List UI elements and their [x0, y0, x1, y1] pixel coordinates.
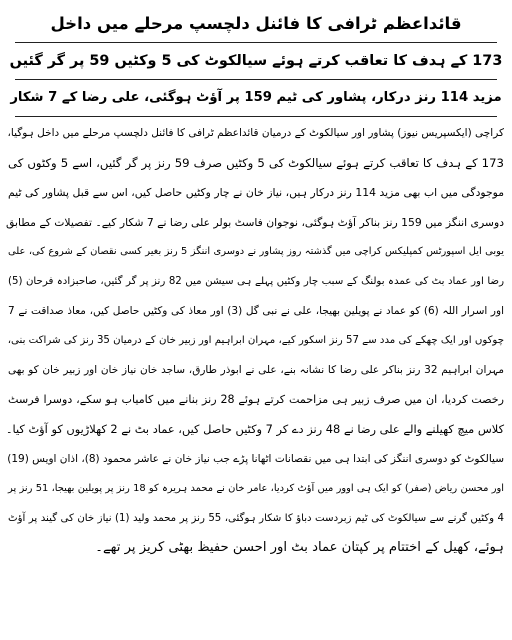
body-line: دوسری اننگز میں 159 رنز بناکر آؤٹ ہوگئی، نوجوان فاسٹ بولر علی رضا نے 7 شکار کیے۔ تفصیلات کے مطابق: [6, 215, 504, 229]
body-line: یوبی ایل اسپورٹس کمپلیکس کراچی میں گذشتہ روز پشاور نے دوسری اننگز 5 رنز بغیر کسی نقصان کے شروع کی، علی: [8, 246, 504, 258]
headline-block: [6, 6, 506, 117]
subheadline-divider-3: [15, 116, 497, 117]
body-line: ہوئے، کھیل کے اختتام پر کپتان عماد بٹ اور احسن حفیظ بھٹی کریز پر تھے۔: [95, 540, 504, 556]
body-line: 4 وکٹیں گرنے سے سیالکوٹ کی ٹیم زبردست دباؤ کا شکار ہوگئی، 55 رنز پر محمد ولید (1) نیاز خان کی گیند پر آؤٹ: [8, 512, 504, 524]
body-line: کلاس میچ کھیلنے والے علی رضا نے 48 رنز دے کر 7 وکٹیں حاصل کیں، عماد بٹ نے 2 کھلاڑیوں کو آؤٹ کیا۔: [5, 421, 504, 436]
body-line: سیالکوٹ کو دوسری اننگز کی ابتدا ہی میں نقصانات اٹھانا پڑے جب نیاز خان نے عاشر محمود (8)، اذان اویس (19): [7, 452, 504, 465]
body-line: کراچی (ایکسپریس نیوز) پشاور اور سیالکوٹ کے درمیان قائداعظم ٹرافی کا فائنل دلچسپ مرحلے میں داخل ہوگیا،: [7, 127, 504, 139]
body-line: چوکوں اور ایک چھکے کی مدد سے 57 رنز اسکور کیے، مہران ابراہیم اور زبیر خان کے درمیان 35 رنز کی شراکت بنی،: [7, 335, 504, 347]
body-line: اور اسرار اللہ (6) کو عماد نے پویلین بھیجا، علی نے نبی گل (3) اور معاذ کی وکٹیں حاصل کیں، معاذ صداقت نے 7: [8, 304, 504, 317]
body-line: مہران ابراہیم 32 رنز بناکر علی رضا کا نشانہ بنے، علی نے ابوذر طارق، ساجد خان نیاز خان اور زبیر خان کو بھی: [8, 363, 505, 376]
main-headline: قائداعظم ٹرافی کا فائنل دلچسپ مرحلے میں داخل: [50, 14, 462, 33]
body-line: رضا اور عماد بٹ کی عمدہ بولنگ کے سبب چار وکٹیں پہلے ہی سیشن میں 82 رنز پر گر گئیں، صاحبزادہ فرحان (5): [8, 275, 504, 287]
article-body: [6, 119, 506, 563]
body-line: 173 کے ہدف کا تعاقب کرتے ہوئے سیالکوٹ کی 5 وکٹیں صرف 59 رنز پر گر گئیں، اسے 5 وکٹوں کی: [8, 155, 504, 170]
body-line: موجودگی میں اب بھی مزید 114 رنز درکار ہیں، نیاز خان نے چار وکٹیں حاصل کیں، اس سے قبل پشاور کی ٹیم: [8, 186, 504, 200]
subheadline-2: مزید 114 رنز درکار، پشاور کی ٹیم 159 پر آؤٹ ہوگئی، علی رضا کے 7 شکار: [10, 90, 502, 105]
subheadline-1: 173 کے ہدف کا تعاقب کرتے ہوئے سیالکوٹ کی 5 وکٹیں 59 پر گر گئیں: [9, 53, 503, 69]
body-line: اور محسن ریاض (صفر) کو ایک ہی اوور میں آؤٹ کردیا، عامر خان نے محمد ہریرہ کو 18 رنز پر پویلین بھیجا، 51 رنز پر: [8, 483, 504, 495]
body-line: رخصت کردیا، ان میں صرف زبیر ہی مزاحمت کرتے ہوئے 28 رنز بنانے میں کامیاب ہو سکے، دوسرا فرسٹ: [8, 393, 505, 407]
